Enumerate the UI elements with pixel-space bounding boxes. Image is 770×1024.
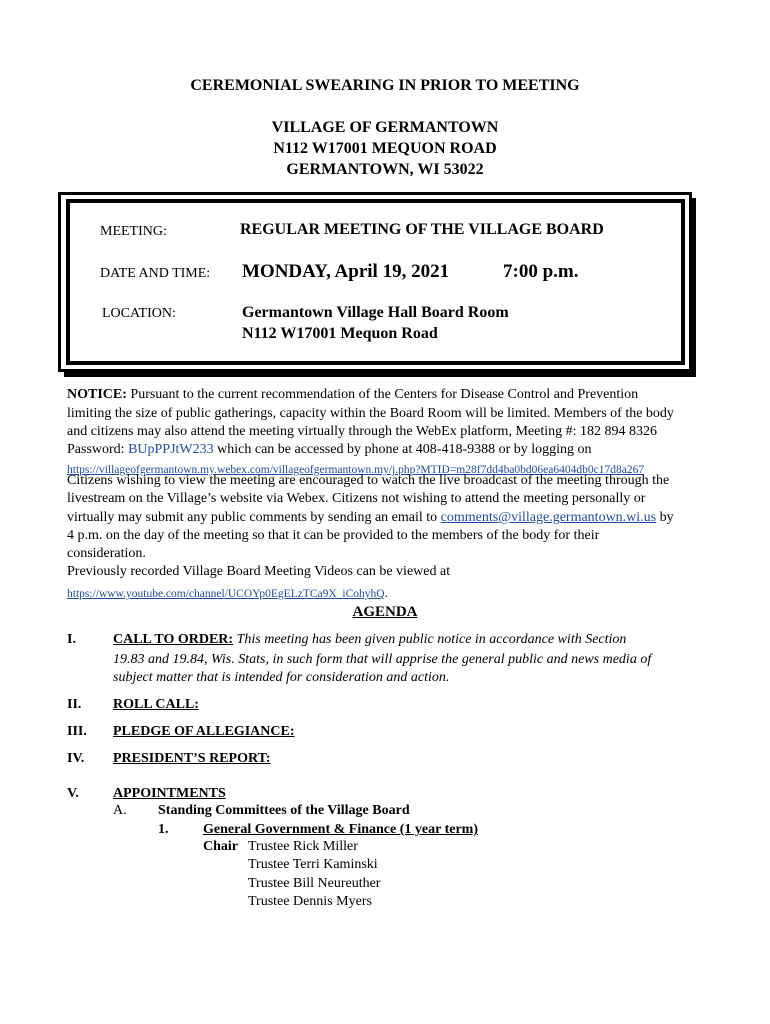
member-3: Trustee Bill Neureuther	[248, 876, 381, 891]
agenda-item-3	[113, 724, 295, 740]
webex-link[interactable]: https://villageofgermantown.my.webex.com/villageofgermantown.my/j.php?MTID=m28f7dd4ba0bd06ea6404db0c17d8a267	[67, 464, 645, 476]
agenda-item-5	[113, 786, 226, 802]
member-4: Trustee Dennis Myers	[248, 894, 372, 909]
agenda-item-4	[113, 751, 271, 767]
youtube-link-row	[67, 584, 388, 602]
meeting-box-shadow-bottom	[64, 372, 696, 377]
notice-line4	[67, 441, 727, 460]
committee-number: 1.	[158, 822, 169, 837]
call-to-order-title: CALL TO ORDER:	[113, 632, 234, 647]
password-label: Password:	[67, 442, 129, 457]
member-1: Trustee Rick Miller	[248, 839, 358, 854]
committee-title: General Government & Finance (1 year term)	[203, 822, 478, 837]
meeting-label: MEETING:	[100, 224, 167, 239]
notice-text-1: Pursuant to the current recommendation of the Centers for Disease Control and Prevention	[126, 387, 639, 402]
notice-line6: livestream on the Village’s website via Webex. Citizens not wishing to attend the meeting personally or	[67, 491, 646, 506]
agenda-item-1	[113, 632, 713, 648]
time-value: 7:00 p.m.	[503, 261, 579, 282]
date-value: MONDAY, April 19, 2021	[242, 261, 450, 282]
member-2: Trustee Terri Kaminski	[248, 857, 378, 872]
village-city: GERMANTOWN, WI 53022	[286, 161, 484, 178]
notice-line10: Previously recorded Village Board Meeting Videos can be viewed at	[67, 564, 451, 579]
email-post-text: by	[656, 510, 674, 525]
agenda-item-1-number: I.	[67, 632, 76, 647]
notice-line1	[67, 386, 727, 405]
call-to-order-desc-1: This meeting has been given public notice in accordance with Section	[233, 632, 627, 647]
agenda-title: AGENDA	[352, 604, 418, 620]
chair-label: Chair	[203, 839, 238, 854]
location-label: LOCATION:	[102, 306, 176, 321]
agenda-item-3-number: III.	[67, 724, 87, 739]
roll-call-title: ROLL CALL:	[113, 697, 199, 712]
meeting-value: REGULAR MEETING OF THE VILLAGE BOARD	[240, 221, 604, 238]
village-name: VILLAGE OF GERMANTOWN	[271, 119, 499, 136]
agenda-item-2-number: II.	[67, 697, 82, 712]
standing-committees-title: Standing Committees of the Village Board	[158, 803, 410, 818]
agenda-item-4-number: IV.	[67, 751, 85, 766]
village-address: N112 W17001 MEQUON ROAD	[273, 140, 497, 157]
notice-line5: Citizens wishing to view the meeting are encouraged to watch the live broadcast of the meeting through the	[67, 473, 670, 488]
datetime-label: DATE AND TIME:	[100, 266, 211, 281]
notice-line9: consideration.	[67, 546, 146, 561]
ceremony-heading: CEREMONIAL SWEARING IN PRIOR TO MEETING	[190, 77, 580, 94]
pledge-title: PLEDGE OF ALLEGIANCE:	[113, 724, 295, 739]
notice-label: NOTICE:	[67, 387, 127, 402]
call-to-order-desc-2: 19.83 and 19.84, Wis. Stats, in such form that will apprise the general public and news media of	[113, 652, 652, 667]
appointments-title: APPOINTMENTS	[113, 786, 226, 801]
call-to-order-desc-3: subject matter that is intended for consideration and action.	[113, 670, 450, 685]
notice-line7	[67, 509, 737, 528]
youtube-period: .	[384, 585, 388, 600]
phone-text: which can be accessed by phone at 408-418-9388 or by logging on	[213, 442, 592, 457]
notice-line3: and citizens may also attend the meeting virtually through the WebEx platform, Meeting #: 182 894 8326	[67, 424, 657, 439]
password-value: BUpPPJtW233	[128, 442, 214, 457]
location-line2: N112 W17001 Mequon Road	[242, 325, 438, 342]
email-pre-text: virtually may submit any public comments by sending an email to	[67, 510, 441, 525]
meeting-box-shadow-right	[689, 198, 696, 376]
youtube-link[interactable]: https://www.youtube.com/channel/UCOYp0EgELzTCa9X_iCohyhQ	[67, 588, 385, 600]
agenda-item-5-number: V.	[67, 786, 79, 801]
presidents-report-title: PRESIDENT’S REPORT:	[113, 751, 271, 766]
location-line1: Germantown Village Hall Board Room	[242, 304, 509, 321]
notice-line2: limiting the size of public gatherings, capacity within the Board Room will be limited. Members of the body	[67, 406, 674, 421]
comments-email-link[interactable]: comments@village.germantown.wi.us	[440, 510, 657, 525]
notice-line8: 4 p.m. on the day of the meeting so that it can be provided to the members of the body for their	[67, 528, 600, 543]
agenda-item-2	[113, 697, 199, 713]
sub-letter: A.	[113, 803, 127, 818]
